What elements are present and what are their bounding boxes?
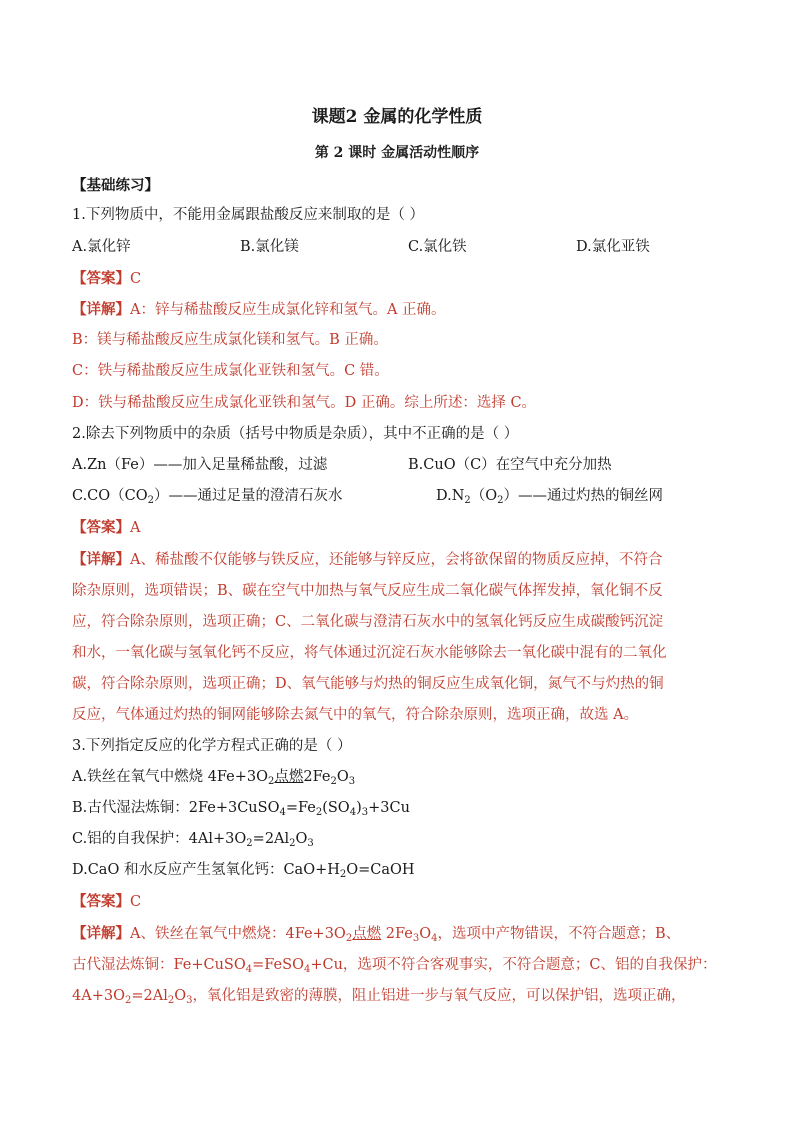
q3-answer: 【答案】C bbox=[72, 893, 142, 910]
q1-stem: 1.下列物质中，不能用金属跟盐酸反应来制取的是（ ） bbox=[72, 207, 424, 223]
q2-option-c: $C.CO(CO_2)——$通过足量的澄清石灰水 bbox=[72, 488, 343, 506]
q3-option-a: A.铁丝在氧气中燃烧 $4Fe+3O_2$点燃$2Fe_2O_3$ bbox=[72, 769, 356, 787]
page-title: 课题2 金属的化学性质 bbox=[311, 107, 483, 127]
q3-stem: 3.下列指定反应的化学方程式正确的是（ ） bbox=[72, 738, 352, 754]
q1-option-d: D.氯化亚铁 bbox=[576, 239, 650, 255]
q2-option-b: B.CuO（C）在空气中充分加热 bbox=[408, 457, 612, 473]
section-heading: 【基础练习】 bbox=[72, 177, 159, 194]
q2-answer: 【答案】A bbox=[72, 519, 141, 536]
q3-detail-line: 【详解】A、铁丝在氧气中燃烧：$4Fe+3O_2$点燃 $2Fe_3O_4$，选项中产物错误，不符合题意；B、 bbox=[72, 925, 681, 944]
q3-detail-line: $4A+3O_2=2Al_2O_3$，氧化铝是致密的薄膜，阻止铝进一步与氧气反应，可以保护铝，选项正确， bbox=[72, 988, 686, 1006]
q2-detail-line: 除杂原则，选项错误；B、碳在空气中加热与氧气反应生成二氧化碳气体挥发掉，氧化铜不反 bbox=[72, 583, 663, 599]
q3-detail-line: 古代湿法炼铜：Fe+CuSO$_4$=FeSO$_4$+Cu，选项不符合客观事实，不符合题意；C、铝的自我保护： bbox=[72, 957, 717, 975]
q3-option-c: C.铝的自我保护：$4Al+3O_2=2Al_2O_3$ bbox=[72, 831, 314, 849]
q3-option-d: D.CaO 和水反应产生氢氧化钙：$CaO+H_2O=CaOH$ bbox=[72, 862, 415, 880]
q2-stem: 2.除去下列物质中的杂质（括号中物质是杂质），其中不正确的是（ ） bbox=[72, 426, 519, 442]
q2-option-a: A.Zn（Fe）——加入足量稀盐酸，过滤 bbox=[72, 457, 328, 473]
q1-detail-line: B：镁与稀盐酸反应生成氯化镁和氢气。B 正确。 bbox=[72, 332, 388, 348]
q1-detail-line: D：铁与稀盐酸反应生成氯化亚铁和氢气。D 正确。综上所述：选择 C。 bbox=[72, 395, 537, 411]
q2-detail-line: 应，符合除杂原则，选项正确；C、二氧化碳与澄清石灰水中的氢氧化钙反应生成碳酸钙沉淀 bbox=[72, 614, 664, 630]
q3-option-b: B.古代湿法炼铜：$2Fe+3CuSO_4=Fe_2(SO_4)_3+3Cu$ bbox=[72, 800, 410, 818]
q1-option-a: A.氯化锌 bbox=[72, 239, 131, 255]
q1-option-b: B.氯化镁 bbox=[240, 239, 299, 255]
page-subtitle: 第 2 课时 金属活动性顺序 bbox=[314, 145, 480, 161]
q2-option-d: $D.N_2(O_2)——$通过灼热的铜丝网 bbox=[436, 488, 664, 506]
q2-detail-line: 碳，符合除杂原则，选项正确；D、氧气能够与灼热的铜反应生成氧化铜，氮气不与灼热的铜 bbox=[72, 676, 664, 692]
q1-option-c: C.氯化铁 bbox=[408, 239, 467, 255]
q2-detail-line: 反应，气体通过灼热的铜网能够除去氮气中的氧气，符合除杂原则，选项正确，故选 A。 bbox=[72, 707, 639, 723]
q1-detail-line: 【详解】A：锌与稀盐酸反应生成氯化锌和氢气。A 正确。 bbox=[72, 301, 446, 318]
q2-detail-line: 【详解】A、稀盐酸不仅能够与铁反应，还能够与锌反应，会将欲保留的物质反应掉，不符合 bbox=[72, 551, 663, 568]
q1-answer: 【答案】C bbox=[72, 270, 142, 287]
q1-detail-line: C：铁与稀盐酸反应生成氯化亚铁和氢气。C 错。 bbox=[72, 363, 389, 379]
q2-detail-line: 和水，一氧化碳与氢氧化钙不反应，将气体通过沉淀石灰水能够除去一氧化碳中混有的二氧化 bbox=[72, 645, 667, 661]
